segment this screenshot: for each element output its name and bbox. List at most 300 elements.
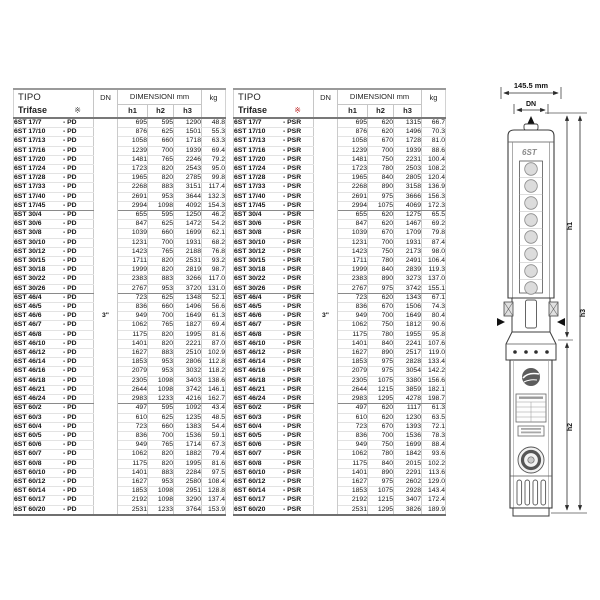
h2-cell: 1075 [368,201,394,210]
model-cell: 6ST 17/10 - PD [14,128,94,137]
trifase-label: Trifase ※ [238,105,301,115]
h2-cell: 883 [148,183,174,192]
h1-cell: 1062 [338,321,368,330]
table-row [14,321,226,330]
table-row [234,459,446,468]
h3-dimension-label: h3 [580,308,587,318]
h1-cell: 1711 [338,257,368,266]
table-row [234,330,446,339]
model-cell: 6ST 30/10 - PSR [234,238,314,247]
h3-header: h3 [174,104,202,118]
kg-cell: 81.6 [202,330,226,339]
h2-cell: 625 [148,293,174,302]
kg-cell: 95.0 [202,165,226,174]
model-cell: 6ST 60/10 - PD [14,468,94,477]
kg-cell: 118.2 [202,367,226,376]
h1-cell: 836 [338,303,368,312]
kg-cell: 79.4 [202,450,226,459]
kg-cell: 88.6 [422,146,446,155]
model-cell: 6ST 46/8 - PD [14,330,94,339]
h2-cell: 780 [368,257,394,266]
inlet-arrow-left-icon [497,318,505,326]
h2-cell: 700 [368,312,394,321]
h1-cell: 1058 [338,137,368,146]
kg-cell: 93.6 [422,450,446,459]
h3-cell: 3380 [394,376,422,385]
h2-cell: 765 [148,321,174,330]
h2-cell: 670 [368,303,394,312]
table-row [14,211,226,220]
h3-cell: 3742 [394,284,422,293]
h1-cell: 2691 [118,192,148,201]
h2-cell: 700 [368,238,394,247]
h2-cell: 1098 [148,385,174,394]
model-cell: 6ST 60/4 - PD [14,422,94,431]
kg-cell: 154.3 [202,201,226,210]
h2-cell: 1215 [368,385,394,394]
h1-cell: 1481 [338,155,368,164]
h2-header: h2 [148,104,174,118]
model-cell: 6ST 60/4 - PSR [234,422,314,431]
h1-cell: 949 [338,441,368,450]
h2-cell: 620 [368,118,394,128]
table-row [14,257,226,266]
h1-cell: 1401 [118,468,148,477]
table-row [234,303,446,312]
kg-cell: 138.6 [202,376,226,385]
table-row [234,404,446,413]
kg-cell: 65.5 [422,211,446,220]
h1-cell: 876 [338,128,368,137]
table-row [234,413,446,422]
h2-cell: 670 [368,422,394,431]
table-row [14,385,226,394]
table-row [234,183,446,192]
kg-cell: 133.4 [422,358,446,367]
table-row [14,459,226,468]
model-cell: 6ST 60/20 - PSR [234,505,314,515]
h3-cell: 4092 [174,201,202,210]
h3-cell: 2284 [174,468,202,477]
table-row [14,247,226,256]
table-row [234,441,446,450]
model-cell: 6ST 46/21 - PSR [234,385,314,394]
h2-cell: 890 [368,275,394,284]
model-cell: 6ST 17/13 - PSR [234,137,314,146]
kg-cell: 62.1 [202,229,226,238]
model-cell: 6ST 17/13 - PD [14,137,94,146]
h2-cell: 660 [148,229,174,238]
motor-nameplate [516,394,546,422]
kg-cell: 76.8 [202,247,226,256]
model-cell: 6ST 17/24 - PD [14,165,94,174]
kg-cell: 98.7 [202,266,226,275]
h1-cell: 723 [118,422,148,431]
h2-cell: 780 [368,450,394,459]
h1-cell: 1231 [338,238,368,247]
h1-cell: 1723 [118,165,148,174]
h2-cell: 883 [148,468,174,477]
kg-cell: 132.3 [202,192,226,201]
model-cell: 6ST 30/22 - PD [14,275,94,284]
kg-cell: 155.1 [422,284,446,293]
kg-cell: 63.3 [202,137,226,146]
h2-cell: 975 [368,358,394,367]
table-row [234,496,446,505]
table-row [234,487,446,496]
table-row [14,312,226,321]
kg-cell: 48.8 [202,118,226,128]
h3-cell: 1931 [394,238,422,247]
model-cell: 6ST 46/10 - PD [14,339,94,348]
trifase-label: Trifase ※ [18,105,81,115]
h3-cell: 4069 [394,201,422,210]
model-cell: 6ST 60/7 - PSR [234,450,314,459]
h1-cell: 2192 [338,496,368,505]
h1-cell: 1627 [338,349,368,358]
h3-cell: 3290 [174,496,202,505]
psr-spec-table [233,88,446,516]
kg-cell: 61.3 [422,404,446,413]
model-cell: 6ST 60/20 - PD [14,505,94,515]
h2-cell: 840 [368,174,394,183]
h2-cell: 820 [148,450,174,459]
kg-cell: 66.7 [422,118,446,128]
h1-cell: 1853 [338,358,368,367]
kg-cell: 136.9 [422,183,446,192]
h1-cell: 836 [118,431,148,440]
h1-cell: 1853 [338,487,368,496]
h1-cell: 1423 [118,247,148,256]
h2-cell: 780 [368,330,394,339]
h1-cell: 2644 [118,385,148,394]
h2-cell: 1295 [368,395,394,404]
model-cell: 6ST 17/7 - PD [14,118,94,128]
h3-cell: 2241 [394,339,422,348]
kg-cell: 117.4 [202,183,226,192]
table-row [14,238,226,247]
h1-cell: 2268 [118,183,148,192]
table-row [14,266,226,275]
kg-cell: 43.4 [202,404,226,413]
kg-cell: 52.1 [202,293,226,302]
model-cell: 6ST 60/17 - PSR [234,496,314,505]
model-cell: 6ST 30/22 - PSR [234,275,314,284]
h2-cell: 890 [368,468,394,477]
h2-cell: 765 [148,441,174,450]
table-row [234,229,446,238]
h2-cell: 953 [148,358,174,367]
h3-cell: 3742 [174,385,202,394]
model-cell: 6ST 17/28 - PSR [234,174,314,183]
model-cell: 6ST 17/16 - PSR [234,146,314,155]
h3-cell: 1536 [394,431,422,440]
h3-cell: 3859 [394,385,422,394]
inlet-arrow-right-icon [557,318,565,326]
h3-cell: 1718 [174,137,202,146]
h2-cell: 620 [368,128,394,137]
table-row [14,376,226,385]
h1-cell: 2383 [118,275,148,284]
model-cell: 6ST 17/7 - PSR [234,118,314,128]
h3-cell: 1230 [394,413,422,422]
pump-model-label: 6ST [522,148,537,157]
table-row [234,275,446,284]
kg-cell: 61.3 [202,312,226,321]
table-row [14,284,226,293]
h1-cell: 1239 [338,146,368,155]
h3-cell: 1728 [394,137,422,146]
h2-cell: 595 [148,118,174,128]
table-row [14,496,226,505]
h3-cell: 3720 [174,284,202,293]
cable-clamp-left [504,302,513,316]
h3-cell: 1939 [174,146,202,155]
h1-cell: 2644 [338,385,368,394]
h1-cell: 2305 [338,376,368,385]
tipo-label: TIPO [238,92,261,103]
kg-cell: 128.8 [202,487,226,496]
kg-cell: 81.0 [422,137,446,146]
h1-header: h1 [338,104,368,118]
kg-cell: 102.9 [202,349,226,358]
kg-cell: 119.0 [422,349,446,358]
h2-cell: 700 [148,238,174,247]
model-cell: 6ST 46/24 - PSR [234,395,314,404]
kg-cell: 156.3 [422,192,446,201]
h2-cell: 700 [148,312,174,321]
h2-cell: 765 [148,155,174,164]
h3-cell: 1393 [394,422,422,431]
model-cell: 6ST 60/17 - PD [14,496,94,505]
h2-cell: 840 [368,266,394,275]
table-row [14,293,226,302]
h3-cell: 1250 [174,211,202,220]
h1-cell: 1627 [118,349,148,358]
h1-cell: 847 [338,220,368,229]
h2-cell: 890 [368,183,394,192]
model-cell: 6ST 30/10 - PD [14,238,94,247]
model-cell: 6ST 60/12 - PD [14,477,94,486]
motor-bottom-cap [513,508,549,516]
h3-cell: 2543 [174,165,202,174]
table-row [14,183,226,192]
model-cell: 6ST 46/5 - PSR [234,303,314,312]
h3-cell: 3032 [174,367,202,376]
h2-cell: 840 [368,339,394,348]
h3-cell: 1235 [174,413,202,422]
h1-cell: 949 [118,441,148,450]
h3-cell: 2531 [174,257,202,266]
h1-cell: 1853 [118,358,148,367]
model-cell: 6ST 46/12 - PSR [234,349,314,358]
h3-cell: 1812 [394,321,422,330]
h2-cell: 700 [368,146,394,155]
table-row [14,330,226,339]
table-row [234,358,446,367]
table-row [234,165,446,174]
h1-cell: 2192 [118,496,148,505]
table-row [234,422,446,431]
h1-cell: 836 [118,303,148,312]
model-cell: 6ST 60/8 - PD [14,459,94,468]
h1-cell: 1231 [118,238,148,247]
h3-cell: 1117 [394,404,422,413]
kg-cell: 100.4 [422,155,446,164]
kg-cell: 142.2 [422,367,446,376]
kg-cell: 97.5 [202,468,226,477]
h3-cell: 1315 [394,118,422,128]
h2-cell: 1215 [368,496,394,505]
model-cell: 6ST 46/5 - PD [14,303,94,312]
h3-cell: 1931 [174,238,202,247]
kg-cell: 56.6 [202,303,226,312]
model-cell: 6ST 30/15 - PD [14,257,94,266]
h2-cell: 953 [148,367,174,376]
h3-cell: 2173 [394,247,422,256]
model-cell: 6ST 46/21 - PD [14,385,94,394]
model-cell: 6ST 46/16 - PSR [234,367,314,376]
kg-cell: 87.0 [202,339,226,348]
kg-cell: 137.4 [202,496,226,505]
model-cell: 6ST 46/24 - PD [14,395,94,404]
h1-cell: 1627 [118,477,148,486]
tipo-header [14,89,94,118]
kg-cell: 87.4 [422,238,446,247]
h3-cell: 3273 [394,275,422,284]
table-row [14,165,226,174]
kg-cell: 102.2 [422,459,446,468]
kg-header: kg [422,89,446,118]
table-row [234,385,446,394]
model-cell: 6ST 60/6 - PD [14,441,94,450]
h1-cell: 695 [118,118,148,128]
h2-cell: 620 [368,413,394,422]
model-cell: 6ST 60/2 - PD [14,404,94,413]
h2-cell: 670 [368,229,394,238]
h2-cell: 700 [368,431,394,440]
h3-cell: 2785 [174,174,202,183]
h3-cell: 1995 [174,330,202,339]
h2-cell: 1098 [148,487,174,496]
h1-cell: 2079 [338,367,368,376]
kg-cell: 90.6 [422,321,446,330]
model-cell: 6ST 60/12 - PSR [234,477,314,486]
kg-cell: 182.1 [422,385,446,394]
h3-cell: 1699 [174,229,202,238]
table-row [14,128,226,137]
h2-cell: 595 [148,211,174,220]
h1-cell: 723 [338,293,368,302]
kg-cell: 54.4 [202,422,226,431]
h2-cell: 595 [148,404,174,413]
h2-cell: 840 [368,459,394,468]
h1-cell: 2531 [118,505,148,515]
h2-cell: 700 [148,431,174,440]
h2-cell: 820 [148,257,174,266]
h1-cell: 1999 [118,266,148,275]
table-row [234,192,446,201]
table-row [234,312,446,321]
h1-cell: 723 [118,293,148,302]
table-row [14,450,226,459]
table-row [14,468,226,477]
kg-cell: 117.0 [202,275,226,284]
h3-cell: 1714 [174,441,202,450]
model-cell: 6ST 17/16 - PD [14,146,94,155]
h2-cell: 780 [368,165,394,174]
h3-cell: 2221 [174,339,202,348]
h3-cell: 1939 [394,146,422,155]
table-row [234,321,446,330]
h3-cell: 2188 [174,247,202,256]
table-row [14,174,226,183]
h1-cell: 655 [338,211,368,220]
h1-cell: 2691 [338,192,368,201]
kg-cell: 137.0 [422,275,446,284]
h3-cell: 3054 [394,367,422,376]
model-cell: 6ST 30/4 - PD [14,211,94,220]
h2-cell: 820 [148,459,174,468]
table-row [14,155,226,164]
model-cell: 6ST 30/12 - PSR [234,247,314,256]
h2-cell: 625 [148,128,174,137]
h3-cell: 1496 [174,303,202,312]
h1-cell: 2994 [338,201,368,210]
kg-cell: 74.3 [422,303,446,312]
table-row [14,118,226,128]
kg-cell: 198.7 [422,395,446,404]
h2-header: h2 [368,104,394,118]
model-cell: 6ST 46/16 - PD [14,367,94,376]
table-row [234,339,446,348]
h1-cell: 610 [338,413,368,422]
h3-cell: 1496 [394,128,422,137]
kg-cell: 131.0 [202,284,226,293]
h1-cell: 1175 [118,459,148,468]
model-cell: 6ST 46/8 - PSR [234,330,314,339]
kg-cell: 112.8 [202,358,226,367]
h1-cell: 1239 [118,146,148,155]
h1-cell: 1175 [338,459,368,468]
model-cell: 6ST 46/10 - PSR [234,339,314,348]
table-row [14,137,226,146]
model-cell: 6ST 30/8 - PD [14,229,94,238]
h3-cell: 2503 [394,165,422,174]
kg-cell: 98.0 [422,247,446,256]
kg-cell: 70.3 [422,128,446,137]
dn-value-cell: 3" [314,118,338,515]
model-cell: 6ST 30/4 - PSR [234,211,314,220]
h3-cell: 2491 [394,257,422,266]
h3-cell: 1467 [394,220,422,229]
h2-cell: 820 [148,330,174,339]
h3-cell: 1343 [394,293,422,302]
h1-cell: 2079 [118,367,148,376]
model-cell: 6ST 30/6 - PSR [234,220,314,229]
h1-cell: 1481 [118,155,148,164]
table-row [234,349,446,358]
h3-cell: 2805 [394,174,422,183]
model-cell: 6ST 30/26 - PD [14,284,94,293]
h2-cell: 625 [148,413,174,422]
model-cell: 6ST 60/3 - PSR [234,413,314,422]
table-row [14,201,226,210]
h3-cell: 1383 [174,422,202,431]
motor-data-plate [518,426,544,436]
h1-cell: 497 [118,404,148,413]
h1-cell: 610 [118,413,148,422]
